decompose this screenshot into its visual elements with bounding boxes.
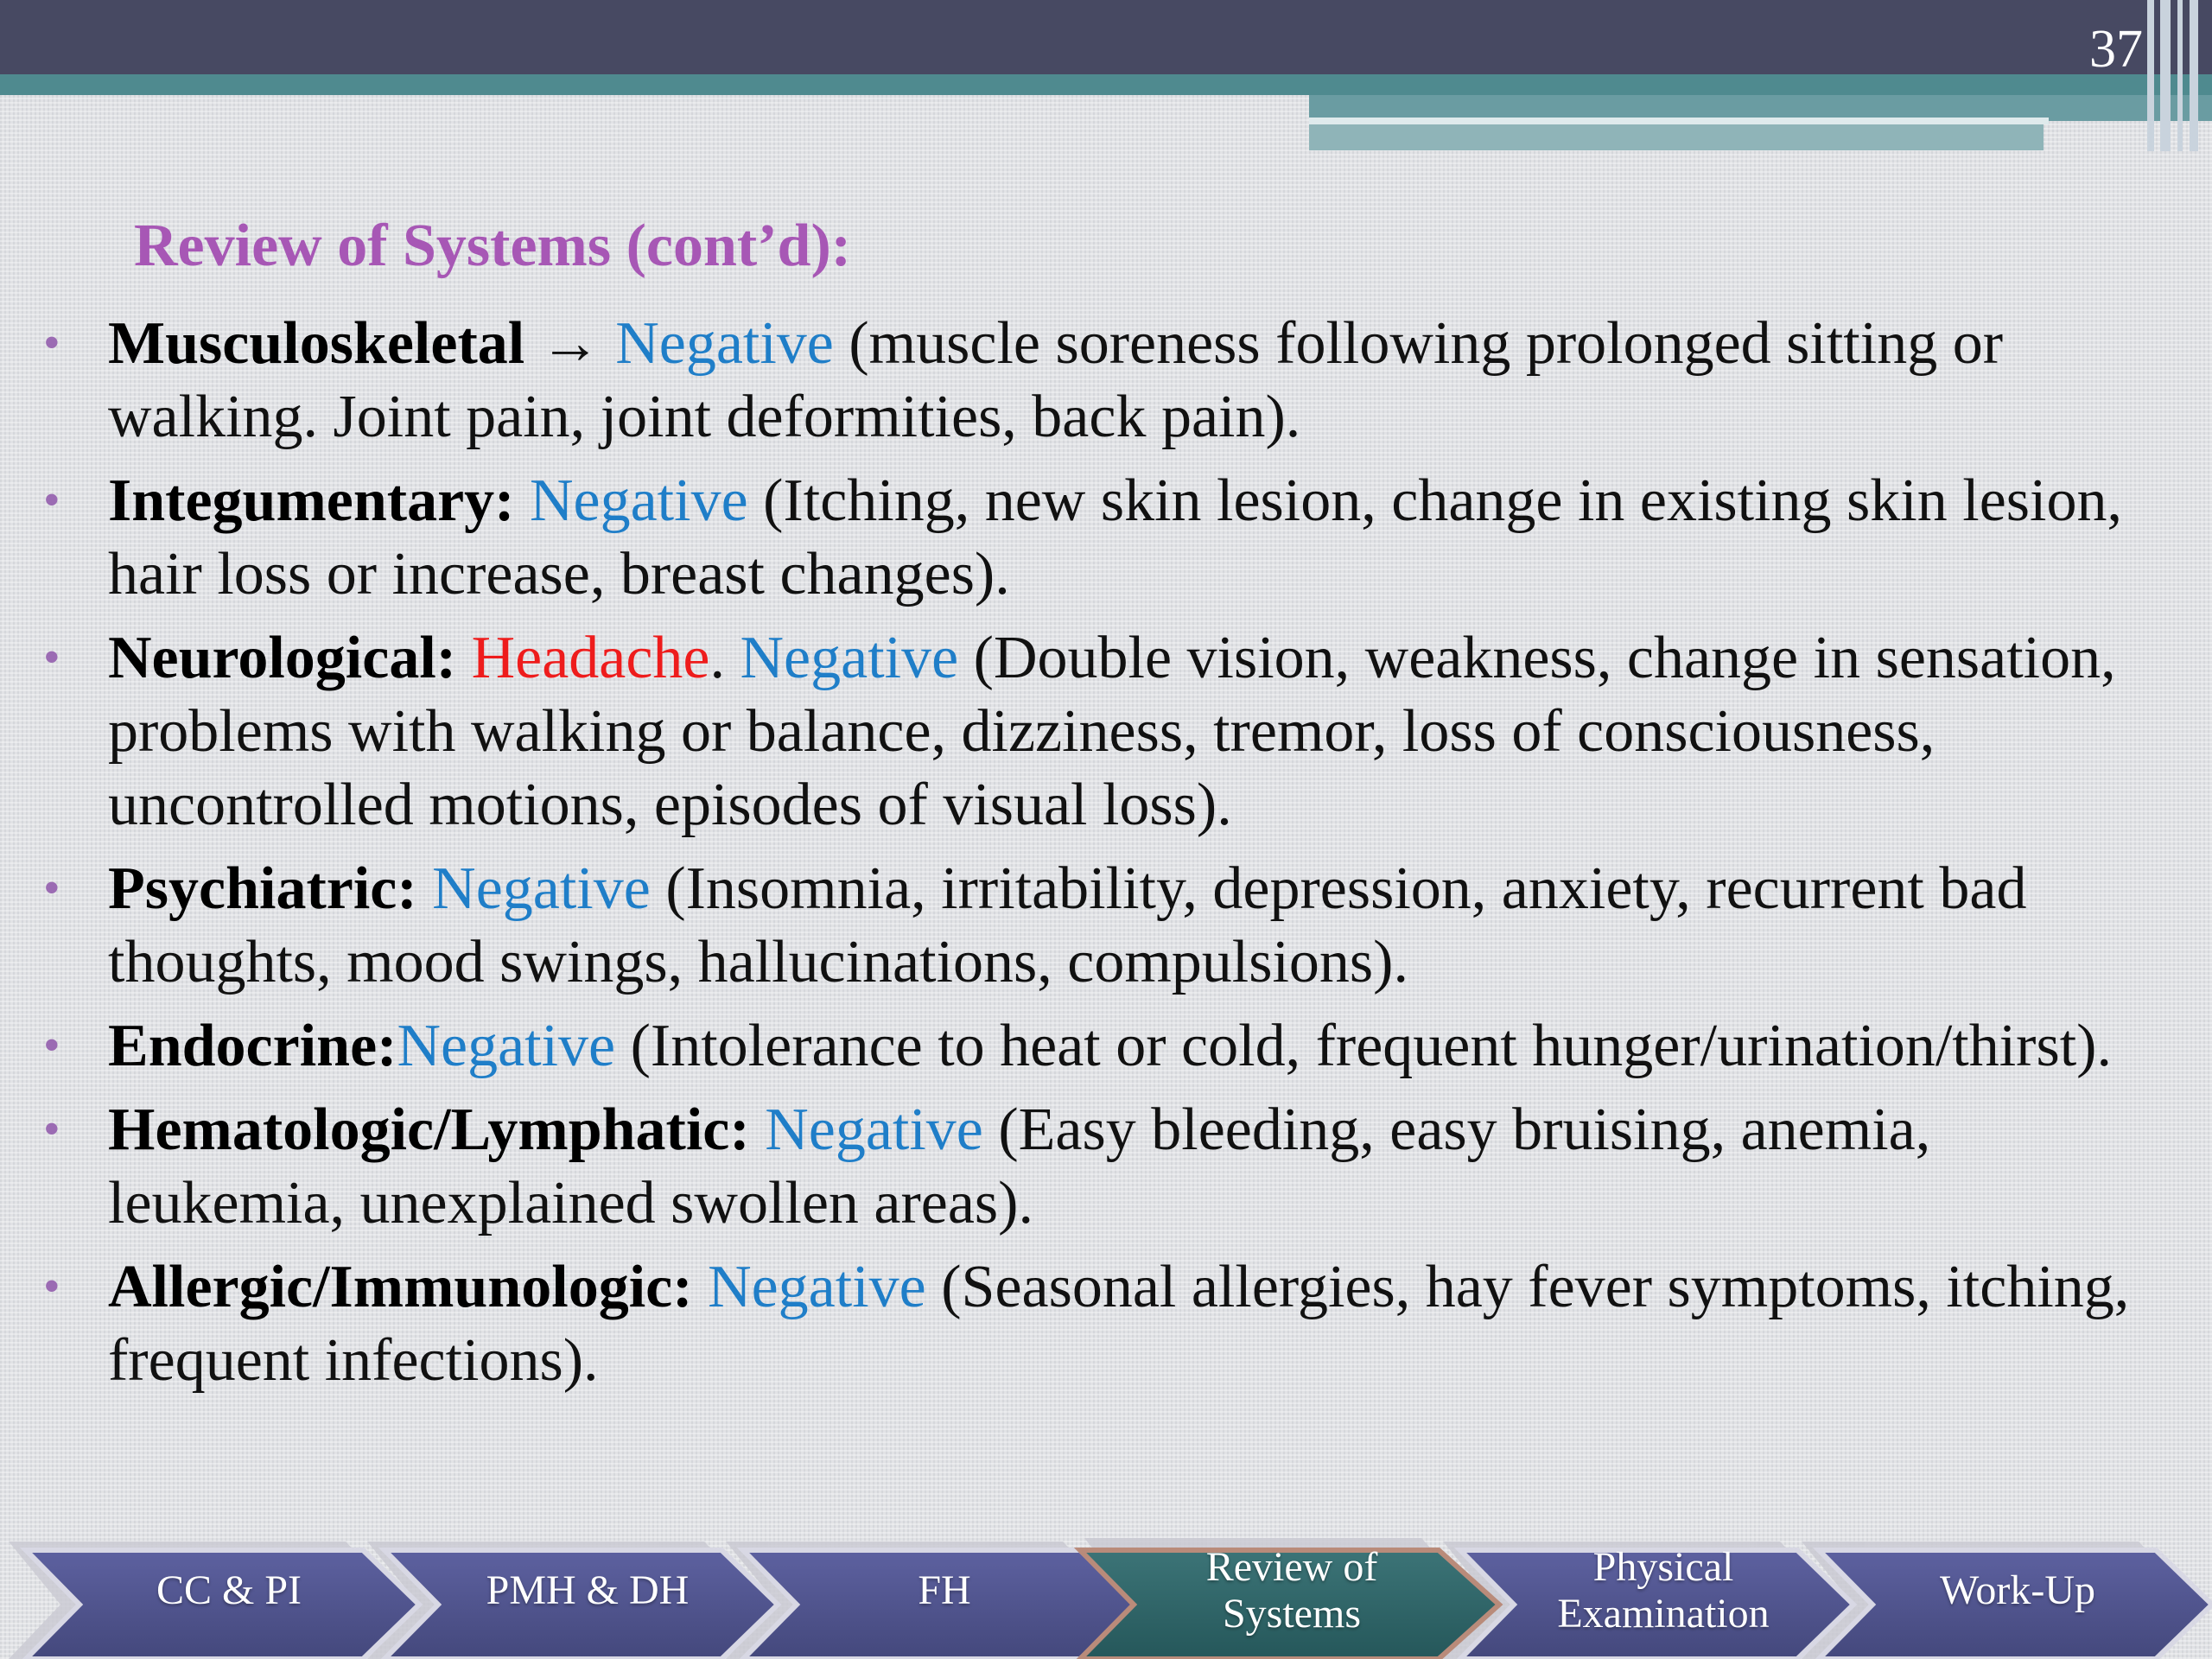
nav-label-line1: PMH & DH	[486, 1567, 690, 1613]
nav-tab-work-up[interactable]	[1875, 1522, 2160, 1659]
header-accent-band-lower	[1309, 121, 2044, 150]
separator	[417, 855, 433, 922]
nav-label-line1: Work-Up	[1939, 1567, 2096, 1613]
review-of-systems-list	[39, 307, 2147, 1408]
status-negative: Negative	[765, 1096, 983, 1163]
bullet-dot-icon: •	[43, 1103, 60, 1156]
system-details: (muscle soreness following prolonged sitting or walking. Joint pain, joint deformities, back pain).	[108, 310, 2004, 450]
system-details: (Itching, new skin lesion, change in existing skin lesion, hair loss or increase, breast changes).	[108, 467, 2122, 607]
bullet-dot-icon: •	[43, 474, 60, 527]
system-details: (Easy bleeding, easy bruising, anemia, leukemia, unexplained swollen areas).	[108, 1096, 1931, 1236]
bullet-dot-icon: •	[43, 631, 60, 684]
system-name: Hematologic/Lymphatic:	[108, 1096, 750, 1163]
nav-tab-cc-pi[interactable]	[86, 1522, 372, 1659]
separator	[456, 625, 472, 691]
ros-item-neurological	[39, 621, 2147, 842]
header-vertical-stripe	[2160, 0, 2171, 151]
system-details: (Seasonal allergies, hay fever symptoms, itching, frequent infections).	[108, 1254, 2130, 1394]
separator: →	[524, 310, 616, 377]
bullet-dot-icon: •	[43, 1019, 60, 1072]
section-navigation-bar	[0, 1522, 2212, 1659]
status-negative: Negative	[708, 1254, 926, 1320]
nav-tab-review-of-systems[interactable]	[1149, 1522, 1434, 1659]
header-highlight-line	[1309, 118, 2049, 124]
separator	[750, 1096, 766, 1163]
bullet-dot-icon: •	[43, 861, 60, 915]
nav-tab-physical-examination[interactable]	[1521, 1522, 1806, 1659]
slide-number: 37	[2089, 20, 2143, 79]
ros-item-hematologic-lymphatic	[39, 1093, 2147, 1240]
positive-finding: Headache	[471, 625, 710, 691]
system-details: (Double vision, weakness, change in sensation, problems with walking or balance, dizziness, tremor, loss of consciousness, uncontrolled motions, episodes of visual loss).	[108, 625, 2116, 838]
nav-label-line2: Systems	[1222, 1591, 1361, 1637]
ros-item-allergic-immunologic	[39, 1250, 2147, 1397]
slide-title: Review of Systems (cont’d):	[134, 213, 852, 279]
separator	[693, 1254, 709, 1320]
header-teal-band	[0, 74, 2212, 95]
bullet-dot-icon: •	[43, 316, 60, 370]
system-details: (Intolerance to heat or cold, frequent hunger/urination/thirst).	[615, 1013, 2112, 1079]
system-name: Neurological:	[108, 625, 457, 691]
nav-label-line1: Physical	[1592, 1544, 1734, 1590]
header-dark-band	[0, 0, 2212, 74]
nav-label-line1: FH	[918, 1567, 971, 1613]
finding-separator: .	[709, 625, 741, 691]
system-name: Musculoskeletal	[108, 310, 525, 377]
status-negative: Negative	[432, 855, 651, 922]
nav-tab-fh[interactable]	[802, 1522, 1087, 1659]
system-details: (Insomnia, irritability, depression, anxiety, recurrent bad thoughts, mood swings, hallucinations, compulsions).	[108, 855, 2027, 995]
system-name: Allergic/Immunologic:	[108, 1254, 693, 1320]
ros-item-integumentary	[39, 464, 2147, 611]
system-name: Integumentary:	[108, 467, 515, 534]
status-negative: Negative	[529, 467, 748, 534]
ros-item-endocrine	[39, 1009, 2147, 1083]
ros-item-musculoskeletal	[39, 307, 2147, 454]
status-negative: Negative	[740, 625, 959, 691]
nav-label-line2: Examination	[1557, 1591, 1770, 1637]
separator	[514, 467, 530, 534]
system-name: Endocrine:	[108, 1013, 397, 1079]
bullet-dot-icon: •	[43, 1260, 60, 1313]
slide-header-bar	[0, 0, 2212, 151]
status-negative: Negative	[397, 1013, 616, 1079]
nav-label-line1: Review of	[1205, 1544, 1378, 1590]
ros-item-psychiatric	[39, 852, 2147, 999]
status-negative: Negative	[615, 310, 834, 377]
nav-tab-pmh-dh[interactable]	[445, 1522, 730, 1659]
header-vertical-stripe	[2177, 0, 2183, 151]
system-name: Psychiatric:	[108, 855, 417, 922]
nav-label-line1: CC & PI	[156, 1567, 302, 1613]
header-vertical-stripe	[2147, 0, 2154, 151]
header-vertical-stripe	[2190, 0, 2198, 151]
